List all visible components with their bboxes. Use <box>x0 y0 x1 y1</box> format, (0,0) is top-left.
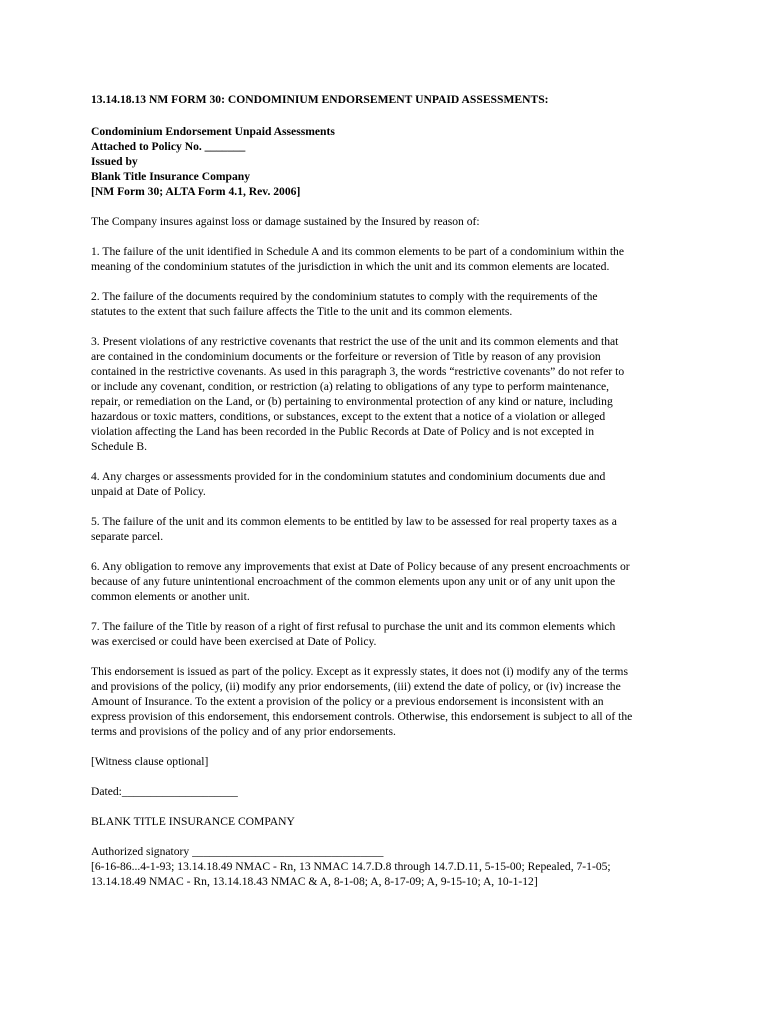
signature-block <box>91 844 691 889</box>
issuer-name: Blank Title Insurance Company <box>91 170 251 183</box>
coverage-item <box>91 619 691 649</box>
closing-line: This endorsement is issued as part of the policy. Except as it expressly states, it does not (i) modify any of the terms <box>91 665 628 678</box>
coverage-item-line: 4. Any charges or assessments provided for in the condominium statutes and condominium documents due and <box>91 470 606 483</box>
history-line-2: 13.14.18.49 NMAC - Rn, 13.14.18.43 NMAC & A, 8-1-08; A, 8-17-09; A, 9-15-10; A, 10-1-12] <box>91 875 538 888</box>
section-heading: 13.14.18.13 NM FORM 30: CONDOMINIUM ENDORSEMENT UNPAID ASSESSMENTS: <box>91 93 549 106</box>
issued-by-line: Issued by <box>91 155 138 168</box>
coverage-item-line: 7. The failure of the Title by reason of a right of first refusal to purchase the unit and its common elements which <box>91 620 616 633</box>
coverage-item <box>91 289 691 319</box>
coverage-item-line: common elements or another unit. <box>91 590 250 603</box>
company-name: BLANK TITLE INSURANCE COMPANY <box>91 815 295 828</box>
coverage-item-line: 5. The failure of the unit and its common elements to be entitled by law to be assessed for real property taxes as a <box>91 515 617 528</box>
coverage-item-line: statutes to the extent that such failure affects the Title to the unit and its common elements. <box>91 305 513 318</box>
endorsement-title: Condominium Endorsement Unpaid Assessments <box>91 125 335 138</box>
closing-line: express provision of this endorsement, this endorsement controls. Otherwise, this endorsement is subject to all of the <box>91 710 633 723</box>
coverage-item <box>91 514 691 544</box>
coverage-item-line: hazardous or toxic matters, conditions, or substances, except to the extent that a notice of a violation or alleged <box>91 410 606 423</box>
coverage-item-line: 3. Present violations of any restrictive covenants that restrict the use of the unit and its common elements and that <box>91 335 619 348</box>
coverage-item <box>91 244 691 274</box>
closing-line: terms and provisions of the policy and of any prior endorsements. <box>91 725 396 738</box>
history-line-1: [6-16-86...4-1-93; 13.14.18.49 NMAC - Rn, 13 NMAC 14.7.D.8 through 14.7.D.11, 5-15-00; Repealed, 7-1-05; <box>91 860 611 873</box>
closing-line: and provisions of the policy, (ii) modify any prior endorsements, (iii) extend the date of policy, or (iv) increase the <box>91 680 621 693</box>
coverage-item-line: or include any covenant, condition, or restriction (a) relating to obligations of any type to perform maintenance, <box>91 380 610 393</box>
coverage-item-line: meaning of the condominium statutes of the jurisdiction in which the unit and its common elements are located. <box>91 260 610 273</box>
closing-line: Amount of Insurance. To the extent a provision of the policy or a previous endorsement is inconsistent with an <box>91 695 604 708</box>
authorized-signatory-line: Authorized signatory _________________________________ <box>91 845 384 858</box>
coverage-item-line: Schedule B. <box>91 440 148 453</box>
policy-number-line: Attached to Policy No. _______ <box>91 140 246 153</box>
coverage-item <box>91 469 691 499</box>
intro-paragraph: The Company insures against loss or damage sustained by the Insured by reason of: <box>91 215 480 228</box>
coverage-item <box>91 334 691 454</box>
coverage-item-line: unpaid at Date of Policy. <box>91 485 206 498</box>
coverage-items <box>91 244 691 649</box>
coverage-item-line: contained in the restrictive covenants. As used in this paragraph 3, the words “restrictive covenants” do not refer to <box>91 365 625 378</box>
coverage-item-line: 6. Any obligation to remove any improvements that exist at Date of Policy because of any present encroachments or <box>91 560 630 573</box>
coverage-item-line: separate parcel. <box>91 530 164 543</box>
coverage-item-line: are contained in the condominium documents or the forfeiture or reversion of Title by reason of any provision <box>91 350 601 363</box>
closing-paragraph <box>91 664 691 739</box>
coverage-item-line: 1. The failure of the unit identified in Schedule A and its common elements to be part of a condominium within the <box>91 245 624 258</box>
document-page <box>91 92 691 889</box>
coverage-item-line: 2. The failure of the documents required by the condominium statutes to comply with the requirements of the <box>91 290 598 303</box>
dated-line: Dated:____________________ <box>91 785 238 798</box>
coverage-item-line: repair, or remediation on the Land, or (b) pertaining to environmental protection of any kind or nature, including <box>91 395 613 408</box>
coverage-item-line: violation affecting the Land has been recorded in the Public Records at Date of Policy and is not excepted in <box>91 425 594 438</box>
title-block <box>91 124 691 199</box>
coverage-item <box>91 559 691 604</box>
coverage-item-line: was exercised or could have been exercised at Date of Policy. <box>91 635 377 648</box>
witness-clause: [Witness clause optional] <box>91 755 209 768</box>
coverage-item-line: because of any future unintentional encroachment of the common elements upon any unit or of any unit upon the <box>91 575 616 588</box>
form-reference: [NM Form 30; ALTA Form 4.1, Rev. 2006] <box>91 185 301 198</box>
